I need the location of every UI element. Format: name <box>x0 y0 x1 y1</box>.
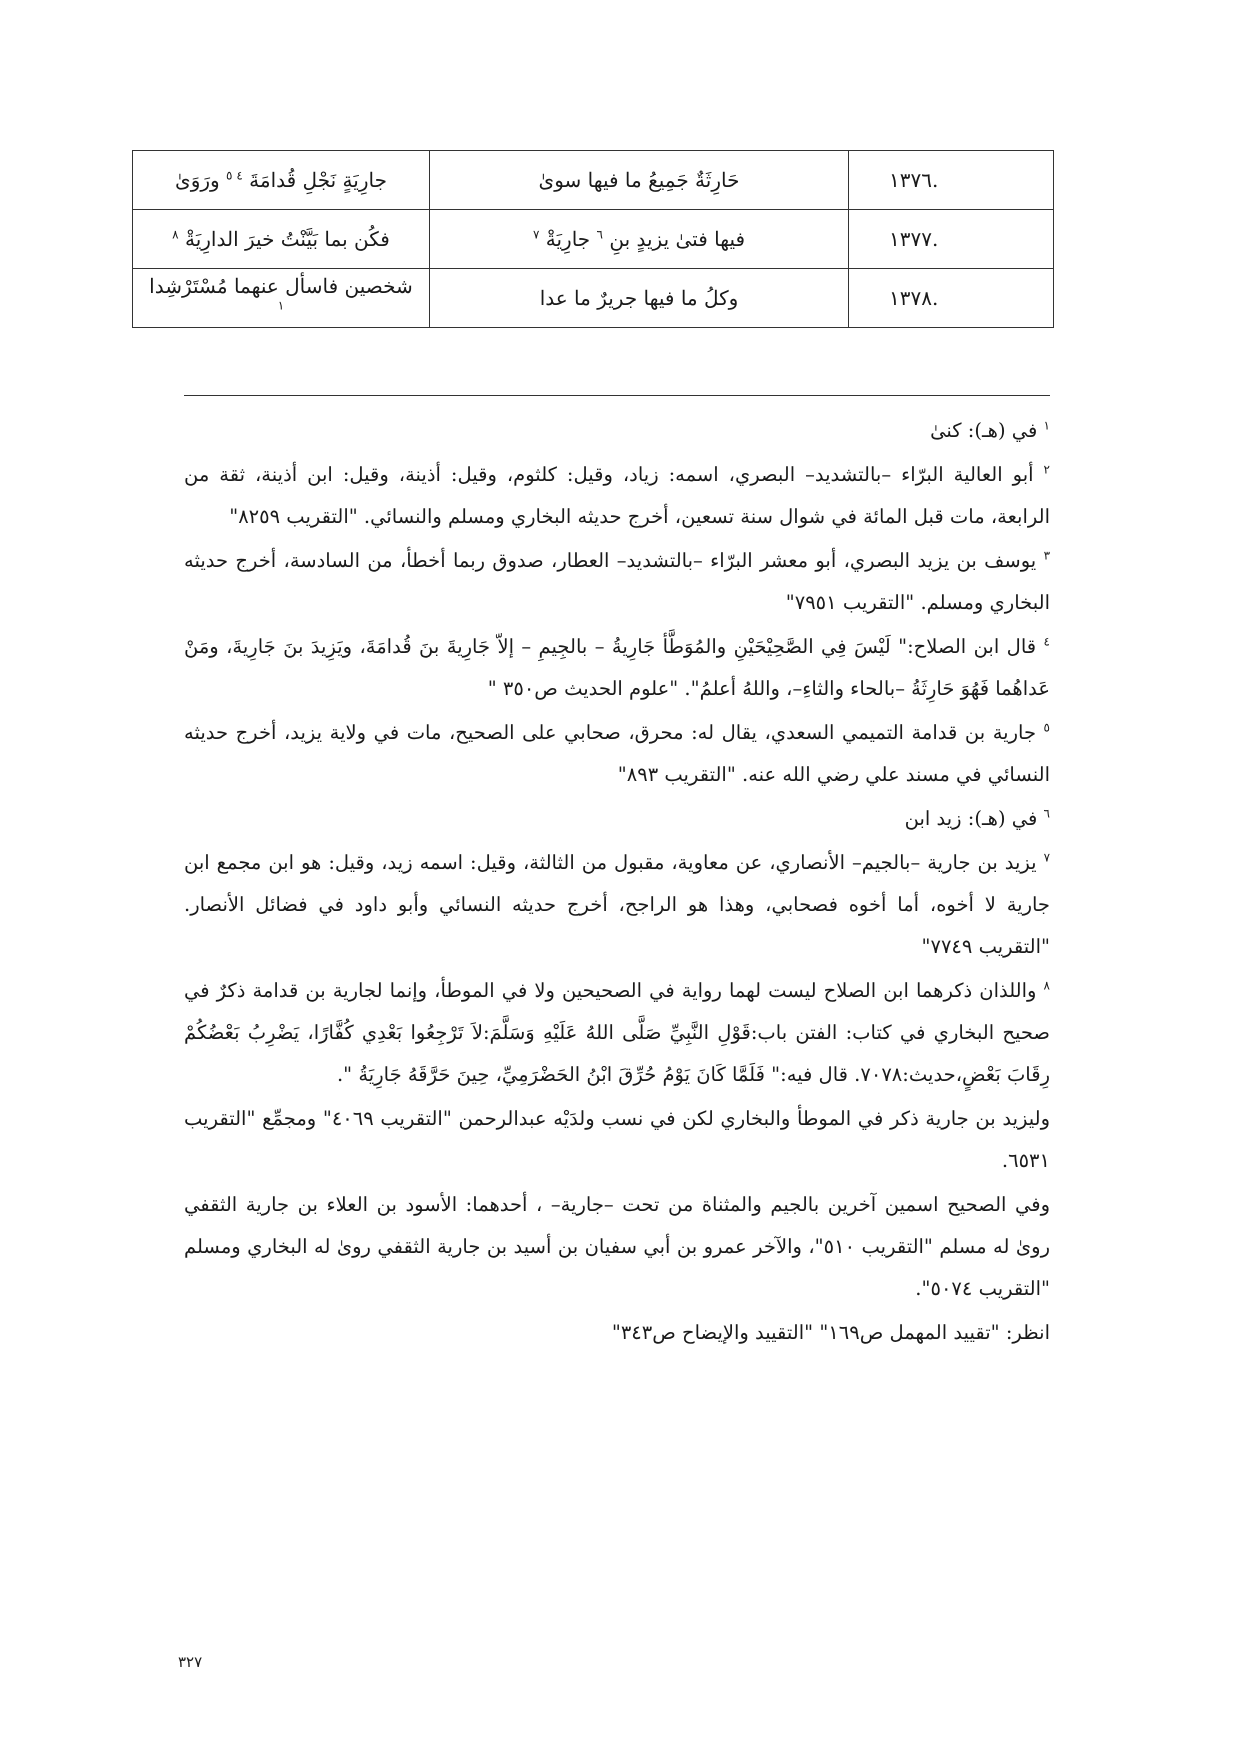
footnote-mark: ٧ <box>1043 850 1051 865</box>
footnote-continuation <box>184 1098 1050 1182</box>
footnote-ref: ١ <box>277 298 285 313</box>
footnote <box>184 410 1050 452</box>
footnote <box>184 626 1050 710</box>
verse-text: حَارِثَةٌ جَمِيعُ ما فيها سوىٰ <box>538 168 740 192</box>
verse-text: ورَوَىٰ <box>175 168 220 192</box>
verse-table <box>132 150 1054 328</box>
verse-text: فكُن بما بَيَّنْتُ خيرَ الدارِيَةْ <box>184 227 390 251</box>
footnote-text: قال ابن الصلاح:" لَيْسَ فِي الصَّحِيْحَيْنِ والمُوَطَّأ جَارِيةُ – بالجِيمِ – إلاّ جَارِيةَ بنَ قُدامَةَ، ويَزِيدَ بنَ جَارِيةَ، ومَنْ عَداهُما فَهُوَ حَارِثَةُ –بالحاء والثاءِ–، واللهُ أعلمُ". "علوم الحديث ص٣٥٠ " <box>184 635 1050 700</box>
verse-number: .١٣٧٨ <box>849 269 1054 328</box>
footnote-text: جارية بن قدامة التميمي السعدي، يقال له: محرق، صحابي على الصحيح، مات في ولاية يزيد، أخرج حديثه النسائي في مسند علي رضي الله عنه. "التقريب ٨٩٣" <box>184 721 1050 786</box>
verse-text: فيها فتىٰ يزيدٍ بنِ <box>609 227 746 251</box>
footnote-ref: ٧ <box>532 227 540 242</box>
footnote <box>184 540 1050 624</box>
footnote-text: أبو العالية البرّاء –بالتشديد– البصري، اسمه: زياد، وقيل: كلثوم، وقيل: أذينة، وقيل: ابن أذينة، ثقة من الرابعة، مات قبل المائة في شوال سنة تسعين، أخرج حديثه البخاري ومسلم والنسائي. "التقريب ٨٢٥٩" <box>184 463 1050 528</box>
footnote-mark: ٥ <box>1043 720 1050 735</box>
footnote-continuation <box>184 1312 1050 1354</box>
verse-text: جارِيَةْ <box>545 227 591 251</box>
footnote-continuation <box>184 1184 1050 1310</box>
footnote <box>184 454 1050 538</box>
footnote-ref: ٨ <box>172 227 179 242</box>
footnote-text: وفي الصحيح اسمين آخرين بالجيم والمثناة من تحت –جارية– ، أحدهما: الأسود بن العلاء بن جارية الثقفي روىٰ له مسلم "التقريب ٥١٠"، والآخر عمرو بن أبي سفيان بن أسيد بن جارية الثقفي روىٰ له البخاري ومسلم "التقريب ٥٠٧٤". <box>184 1193 1050 1300</box>
verse-first-hemistich <box>430 210 849 269</box>
verse-first-hemistich <box>430 269 849 328</box>
footnote-text: واللذان ذكرهما ابن الصلاح ليست لهما رواية في الصحيحين ولا في الموطأ، وإنما لجارية بن قدامة ذكرٌ في صحيح البخاري في كتاب: الفتن باب:قَوْلِ النَّبِيِّ صَلَّى اللهُ عَلَيْهِ وَسَلَّمَ:لاَ تَرْجِعُوا بَعْدِي كُفَّارًا، يَضْرِبُ بَعْضُكُمْ رِقَابَ بَعْضٍ،حديث:٧٠٧٨. قال فيه:" فَلَمَّا كَانَ يَوْمُ حُرِّقَ ابْنُ الحَضْرَمِيِّ، حِينَ حَرَّقَهُ جَارِيَةُ ". <box>184 979 1050 1086</box>
footnote <box>184 970 1050 1096</box>
footnote-mark: ٢ <box>1043 462 1050 477</box>
verse-text: شخصين فاسأل عنهما مُسْتَرْشِدا <box>149 274 413 298</box>
verse-text: وكلُ ما فيها جريرٌ ما عدا <box>539 286 739 310</box>
verse-second-hemistich <box>133 269 430 328</box>
footnote-mark: ٤ <box>1043 634 1050 649</box>
footnotes <box>184 410 1050 1356</box>
footnote-text: يزيد بن جارية –بالجيم– الأنصاري، عن معاوية، مقبول من الثالثة، وقيل: اسمه زيد، وقيل: هو ابن مجمع ابن جارية لا أخوه، أما أخوه فصحابي، وهذا هو الراجح، أخرج حديثه النسائي وأبو داود في فضائل الأنصار. "التقريب ٧٧٤٩" <box>184 851 1050 958</box>
verse-number: .١٣٧٧ <box>849 210 1054 269</box>
verse-number: .١٣٧٦ <box>849 151 1054 210</box>
footnote-text: انظر: "تقييد المهمل ص١٦٩" "التقييد والإيضاح ص٣٤٣" <box>611 1321 1050 1344</box>
footnote <box>184 842 1050 968</box>
footnote-text: في (هـ): زيد ابن <box>904 807 1038 830</box>
verse-first-hemistich <box>430 151 849 210</box>
verse-text: جارِيَةٍ نَجْلِ قُدامَةَ <box>249 168 387 192</box>
footnote-text: في (هـ): كنىٰ <box>930 419 1038 442</box>
verse-second-hemistich <box>133 210 430 269</box>
footnote-mark: ٨ <box>1043 978 1050 993</box>
footnote-separator <box>184 395 1050 396</box>
verse-row <box>133 210 1054 269</box>
footnote-text: يوسف بن يزيد البصري، أبو معشر البرّاء –بالتشديد– العطار، صدوق ربما أخطأ، من السادسة، أخرج حديثه البخاري ومسلم. "التقريب ٧٩٥١" <box>184 549 1050 614</box>
page-number: ٣٢٧ <box>178 1653 203 1671</box>
footnote <box>184 712 1050 796</box>
footnote-ref: ٤ ٥ <box>226 168 243 183</box>
footnote-text: وليزيد بن جارية ذكر في الموطأ والبخاري لكن في نسب ولدَيْه عبدالرحمن "التقريب ٤٠٦٩" ومجمِّع "التقريب ٦٥٣١. <box>184 1107 1050 1172</box>
footnote-mark: ١ <box>1043 418 1050 433</box>
footnote <box>184 798 1050 840</box>
verse-second-hemistich <box>133 151 430 210</box>
verse-row <box>133 269 1054 328</box>
verse-row <box>133 151 1054 210</box>
footnote-mark: ٦ <box>1043 806 1050 821</box>
footnote-mark: ٣ <box>1043 548 1051 563</box>
footnote-ref: ٦ <box>596 227 603 242</box>
